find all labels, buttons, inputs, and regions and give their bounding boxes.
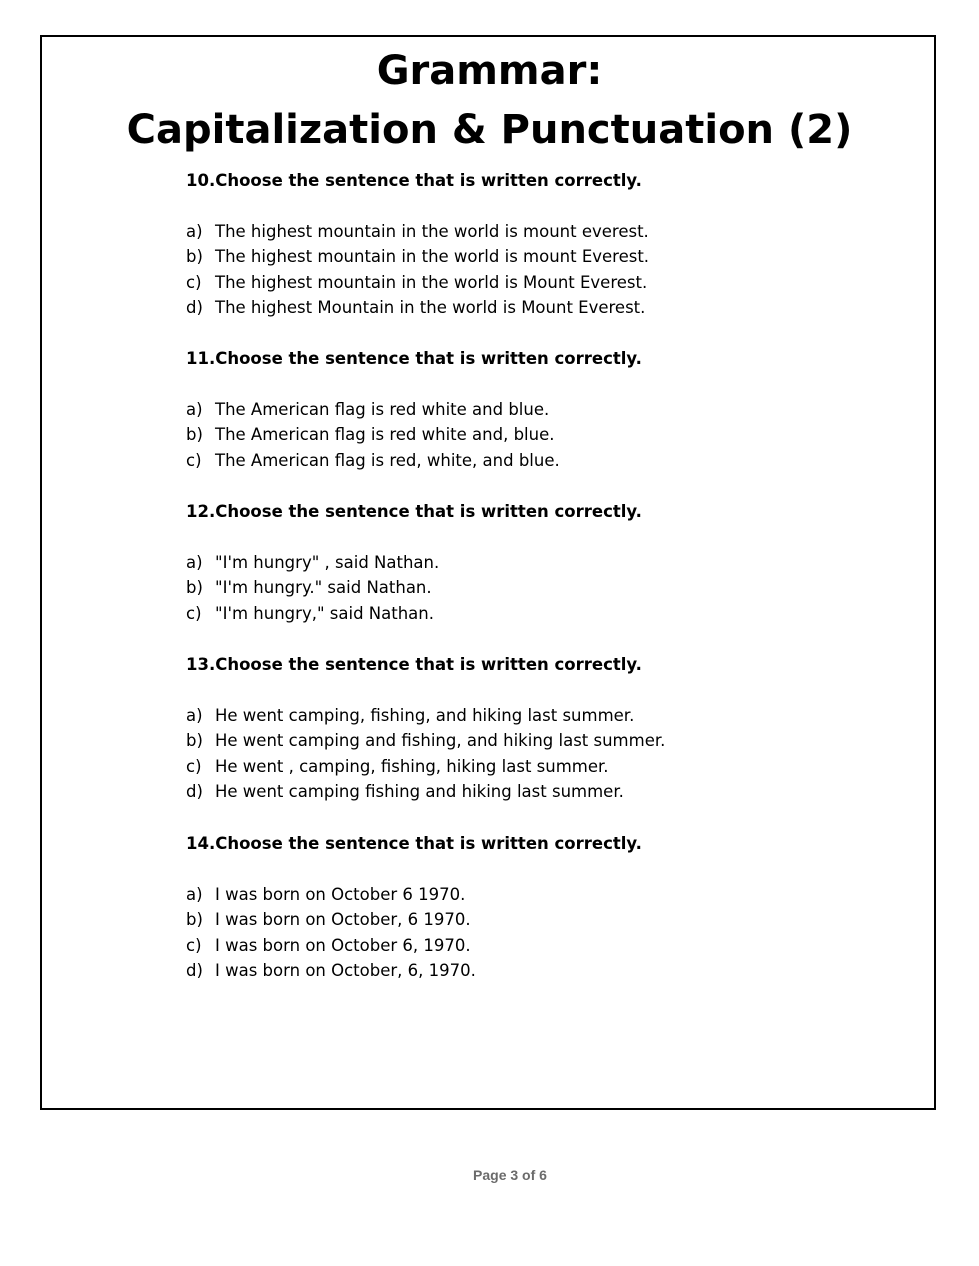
answer-option[interactable] — [186, 422, 886, 447]
question-13 — [186, 652, 886, 805]
page-title: Grammar: — [376, 48, 603, 94]
question-heading — [186, 652, 886, 677]
answer-option[interactable] — [186, 601, 886, 626]
answer-option[interactable] — [186, 550, 886, 575]
option-text: He went camping fishing and hiking last summer. — [215, 782, 624, 802]
option-text: I was born on October 6 1970. — [215, 885, 466, 904]
option-text: The American flag is red white and blue. — [215, 400, 550, 419]
option-text: I was born on October 6, 1970. — [215, 935, 471, 955]
question-prompt: Choose the sentence that is written correctly. — [215, 349, 642, 368]
question-11 — [186, 346, 886, 473]
question-12 — [186, 499, 886, 626]
answer-option[interactable] — [186, 933, 886, 958]
question-number: 14. — [186, 834, 216, 853]
option-letter: b) — [186, 910, 203, 930]
question-14 — [186, 831, 886, 984]
answer-options — [186, 397, 886, 473]
answer-option[interactable] — [186, 728, 886, 753]
answer-option[interactable] — [186, 397, 886, 422]
option-letter: a) — [186, 885, 203, 904]
answer-option[interactable] — [186, 244, 886, 269]
option-letter: a) — [186, 706, 203, 725]
answer-options — [186, 219, 886, 321]
answer-option[interactable] — [186, 575, 886, 600]
answer-option[interactable] — [186, 448, 886, 473]
question-number: 10. — [186, 171, 216, 190]
option-text: He went , camping, fishing, hiking last summer. — [215, 756, 609, 776]
question-number: 12. — [186, 502, 216, 521]
answer-option[interactable] — [186, 295, 886, 320]
option-text: "I'm hungry." said Nathan. — [215, 578, 432, 598]
answer-option[interactable] — [186, 703, 886, 728]
question-prompt: Choose the sentence that is written correctly. — [215, 834, 642, 853]
option-letter: d) — [186, 298, 203, 318]
option-text: The American flag is red white and, blue. — [215, 425, 555, 445]
question-number: 13. — [186, 655, 216, 674]
option-text: The highest mountain in the world is Mount Everest. — [215, 272, 648, 292]
question-heading — [186, 168, 886, 193]
question-10 — [186, 168, 886, 321]
option-letter: c) — [186, 272, 202, 292]
option-text: The American flag is red, white, and blue. — [215, 450, 560, 470]
answer-option[interactable] — [186, 958, 886, 983]
answer-option[interactable] — [186, 219, 886, 244]
answer-option[interactable] — [186, 907, 886, 932]
option-letter: c) — [186, 603, 202, 623]
option-letter: b) — [186, 247, 203, 267]
option-letter: b) — [186, 578, 203, 598]
option-letter: c) — [186, 756, 202, 776]
option-text: I was born on October, 6 1970. — [215, 910, 471, 930]
option-letter: a) — [186, 222, 203, 241]
option-letter: c) — [186, 935, 202, 955]
answer-option[interactable] — [186, 270, 886, 295]
question-prompt: Choose the sentence that is written correctly. — [215, 502, 642, 521]
answer-options — [186, 882, 886, 984]
option-letter: c) — [186, 450, 202, 470]
page-number: Page 3 of 6 — [473, 1167, 547, 1183]
option-text: The highest mountain in the world is mount everest. — [215, 222, 649, 241]
option-letter: b) — [186, 731, 203, 751]
answer-options — [186, 550, 886, 626]
option-text: "I'm hungry," said Nathan. — [215, 603, 434, 623]
option-text: The highest mountain in the world is mount Everest. — [215, 247, 650, 267]
question-number: 11. — [186, 349, 216, 368]
option-letter: d) — [186, 782, 203, 802]
answer-option[interactable] — [186, 779, 886, 804]
question-heading — [186, 831, 886, 856]
option-letter: d) — [186, 961, 203, 981]
option-letter: a) — [186, 400, 203, 419]
option-text: He went camping, fishing, and hiking last summer. — [215, 706, 635, 725]
option-text: "I'm hungry" , said Nathan. — [215, 553, 440, 572]
question-prompt: Choose the sentence that is written correctly. — [215, 171, 642, 190]
option-text: He went camping and fishing, and hiking last summer. — [215, 731, 666, 751]
question-heading — [186, 346, 886, 371]
option-letter: a) — [186, 553, 203, 572]
question-heading — [186, 499, 886, 524]
answer-option[interactable] — [186, 754, 886, 779]
page-subtitle: Capitalization & Punctuation (2) — [126, 107, 853, 153]
answer-options — [186, 703, 886, 805]
option-letter: b) — [186, 425, 203, 445]
option-text: The highest Mountain in the world is Mount Everest. — [215, 298, 646, 318]
question-prompt: Choose the sentence that is written correctly. — [215, 655, 642, 674]
option-text: I was born on October, 6, 1970. — [215, 961, 476, 981]
answer-option[interactable] — [186, 882, 886, 907]
